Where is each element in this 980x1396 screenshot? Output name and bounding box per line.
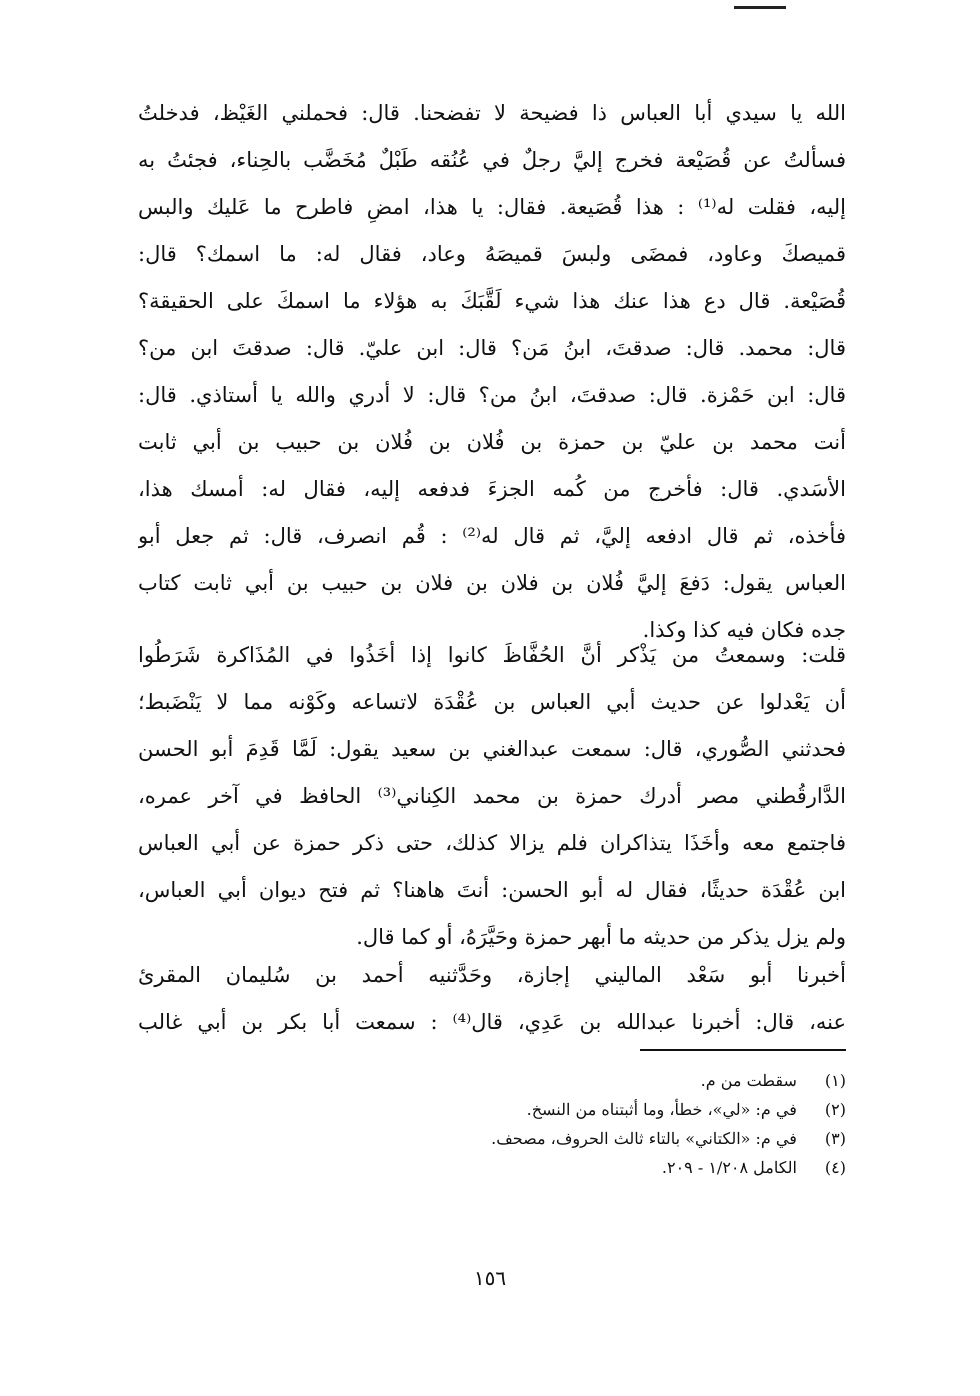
text-line: إليه، فقلت له⁽¹⁾ : هذا قُصَيعة. فقال: يا هذا، امضِ فاطرح ما عَليك والبس <box>138 195 846 219</box>
text-line: فسألتُ عن قُصَيْعة فخرج إليَّ رجلٌ في عُنُقه طَبْلٌ مُخَضَّب بالحِناء، فجئتُ به <box>138 148 846 172</box>
text-line: قال: ابن حَمْزة. قال: صدقتَ، ابنُ من؟ قال: لا أدري والله يا أستاذي. قال: <box>138 383 846 407</box>
text-line: جده فكان فيه كذا وكذا. <box>642 618 846 642</box>
footnote <box>300 1153 846 1182</box>
footnote-text: سقطت من م. <box>700 1071 797 1090</box>
text-line: أنت محمد بن عليّ بن حمزة بن فُلان بن فُلان بن حبيب بن أبي ثابت <box>138 430 846 454</box>
text-line: فحدثني الصُّوري، قال: سمعت عبدالغني بن سعيد يقول: لَمَّا قَدِمَ أبو الحسن <box>138 737 846 761</box>
footnote-number: (٤) <box>824 1158 846 1177</box>
footnote <box>300 1066 846 1095</box>
paragraph-3 <box>138 952 846 1046</box>
text-line: قميصكَ وعاود، فمضَى ولبسَ قميصَهُ وعاد، فقال له: ما اسمك؟ قال: <box>138 242 846 266</box>
top-decorative-rule <box>734 6 786 9</box>
text-line: الأسَدي. قال: فأخرج من كُمه الجزءَ فدفعه إليه، فقال له: أمسك هذا، <box>138 477 846 501</box>
footnote-text: في م: «لي»، خطأ، وما أثبتناه من النسخ. <box>526 1100 797 1119</box>
footnote <box>300 1124 846 1153</box>
footnotes <box>300 1066 846 1182</box>
footnote-number: (١) <box>824 1071 846 1090</box>
footnote-number: (٣) <box>824 1129 846 1148</box>
text-line: قُصَيْعة. قال دع هذا عنك هذا شيء لَقَّبَكَ به هؤلاء ما اسمكَ على الحقيقة؟ <box>138 289 846 313</box>
text-line: أخبرنا أبو سَعْد الماليني إجازة، وحَدَّثنيه أحمد بن سُليمان المقرئ <box>138 963 846 987</box>
text-line: العباس يقول: دَفعَ إليَّ فُلان بن فلان بن فلان بن حبيب بن أبي ثابت كتاب <box>138 571 846 595</box>
text-line: فاجتمع معه وأخَذَا يتذاكران فلم يزالا كذلك، حتى ذكر حمزة عن أبي العباس <box>138 831 846 855</box>
text-line: قال: محمد. قال: صدقتَ، ابنُ مَن؟ قال: ابن عليّ. قال: صدقتَ ابن من؟ <box>138 336 846 360</box>
text-line: الدَّارقُطني مصر أدرك حمزة بن محمد الكِناني⁽³⁾ الحافظ في آخر عمره، <box>138 784 846 808</box>
paragraph-1 <box>138 90 846 654</box>
text-line: الله يا سيدي أبا العباس ذا فضيحة لا تفضحنا. قال: فحملني الغَيْظ، فدخلتُ <box>138 101 846 125</box>
page-number: ١٥٦ <box>473 1266 507 1290</box>
text-line: أن يَعْدلوا عن حديث أبي العباس بن عُقْدَة لاتساعه وكَوْنه مما لا يَنْضَبط؛ <box>138 690 846 714</box>
text-line: قلت: وسمعتُ من يَذْكر أنَّ الحُفَّاظَ كانوا إذا أخَذُوا في المُذَاكرة شَرَطُوا <box>138 643 846 667</box>
text-line: ولم يزل يذكر من حديثه ما أبهر حمزة وحَيَّرَهُ، أو كما قال. <box>356 925 846 949</box>
text-line: ابن عُقْدَة حديثًا، فقال له أبو الحسن: أنتَ هاهنا؟ ثم فتح ديوان أبي العباس، <box>138 878 846 902</box>
footnote-number: (٢) <box>824 1100 846 1119</box>
text-line: فأخذه، ثم قال ادفعه إليَّ، ثم قال له⁽²⁾ : قُم انصرف، قال: ثم جعل أبو <box>138 524 846 548</box>
text-line: عنه، قال: أخبرنا عبدالله بن عَدِي، قال⁽⁴⁾ : سمعت أبا بكر بن أبي غالب <box>138 1010 846 1034</box>
footnote <box>300 1095 846 1124</box>
footnote-separator <box>640 1049 846 1051</box>
footnote-text: الكامل ١/٢٠٨ - ٢٠٩. <box>661 1158 797 1177</box>
paragraph-2 <box>138 632 846 961</box>
footnote-text: في م: «الكتاني» بالتاء ثالث الحروف، مصحف. <box>491 1129 797 1148</box>
